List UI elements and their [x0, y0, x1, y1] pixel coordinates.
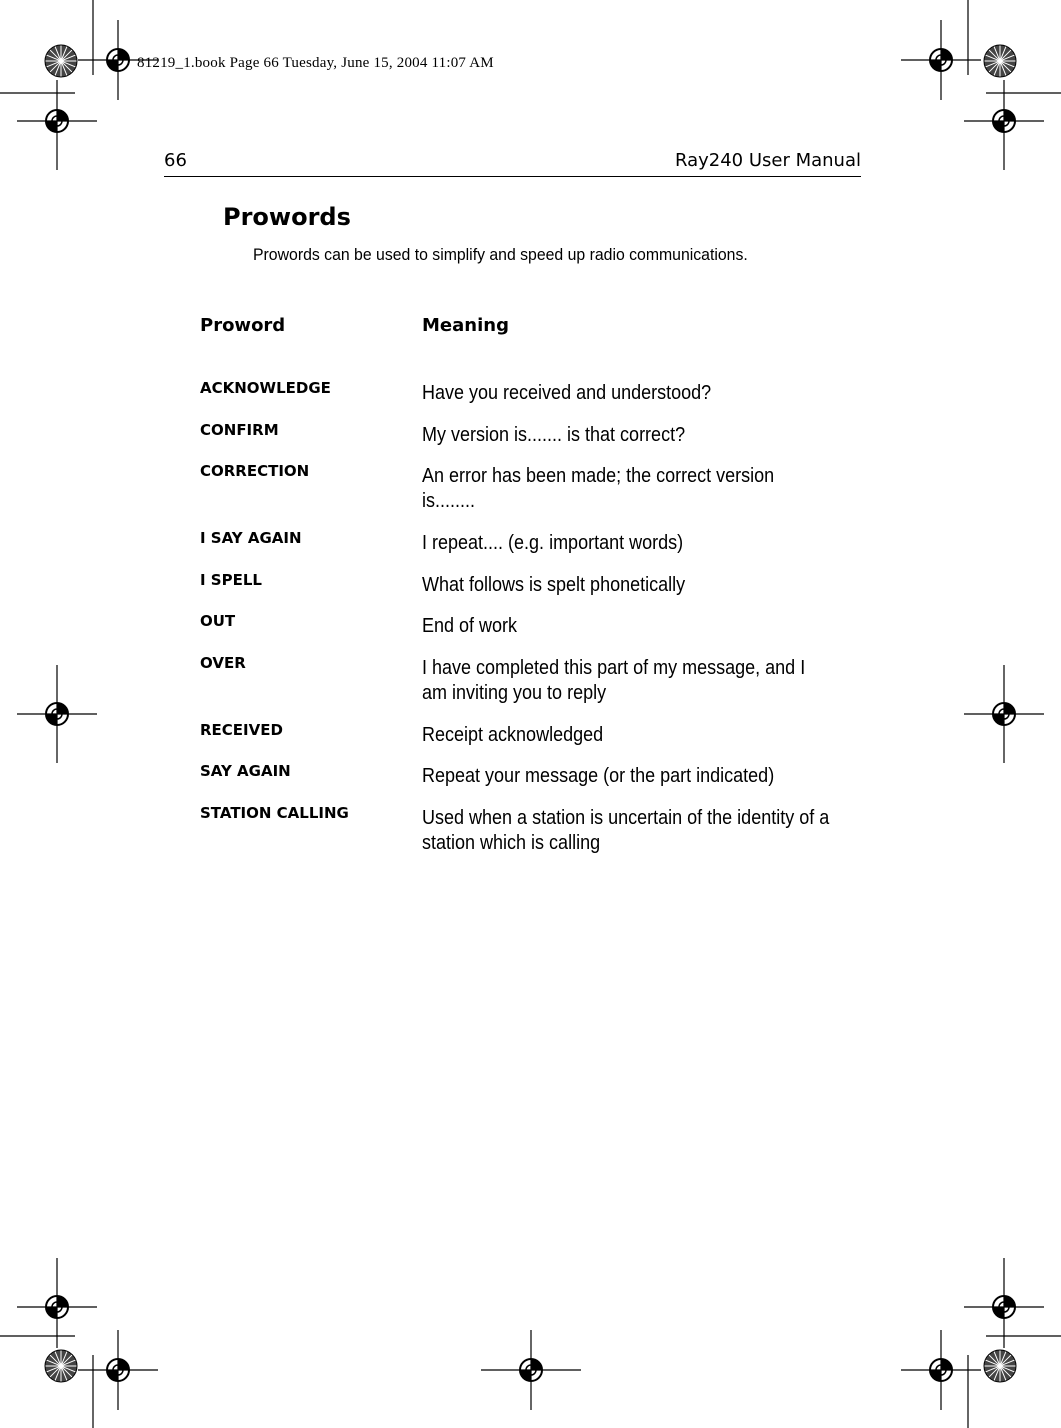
proword-meaning: I have completed this part of my message, and I am inviting you to reply: [422, 657, 806, 704]
proword-term: OVER: [200, 654, 246, 672]
proword-meaning: Used when a station is uncertain of the identity of a station which is calling: [422, 807, 830, 854]
proword-meaning: An error has been made; the correct version is........: [422, 465, 775, 512]
proword-meaning: Receipt acknowledged: [422, 724, 604, 746]
proword-term: I SAY AGAIN: [200, 529, 302, 547]
proword-meaning: What follows is spelt phonetically: [422, 574, 686, 596]
page-number: 66: [164, 150, 187, 171]
proword-term: CORRECTION: [200, 462, 310, 480]
proword-term: OUT: [200, 612, 236, 630]
proword-term: RECEIVED: [200, 721, 283, 739]
proword-meaning: End of work: [422, 615, 518, 637]
proword-term: SAY AGAIN: [200, 762, 291, 780]
proword-term: I SPELL: [200, 571, 262, 589]
proword-meaning: Have you received and understood?: [422, 382, 712, 404]
manual-title: Ray240 User Manual: [674, 150, 861, 171]
proword-term: STATION CALLING: [200, 804, 349, 822]
section-intro: Prowords can be used to simplify and speed up radio communications.: [253, 245, 748, 264]
proword-term: CONFIRM: [200, 421, 279, 439]
running-header: [164, 146, 861, 177]
proword-term: ACKNOWLEDGE: [200, 379, 331, 397]
proword-meaning: Repeat your message (or the part indicated): [422, 765, 775, 787]
column-header-meaning: Meaning: [422, 315, 509, 336]
proword-meaning: My version is....... is that correct?: [422, 424, 686, 446]
proword-meaning: I repeat.... (e.g. important words): [422, 532, 684, 554]
section-title: Prowords: [223, 203, 351, 231]
column-header-proword: Proword: [200, 315, 286, 336]
print-slug-line: 81219_1.book Page 66 Tuesday, June 15, 2004 11:07 AM: [137, 55, 494, 71]
